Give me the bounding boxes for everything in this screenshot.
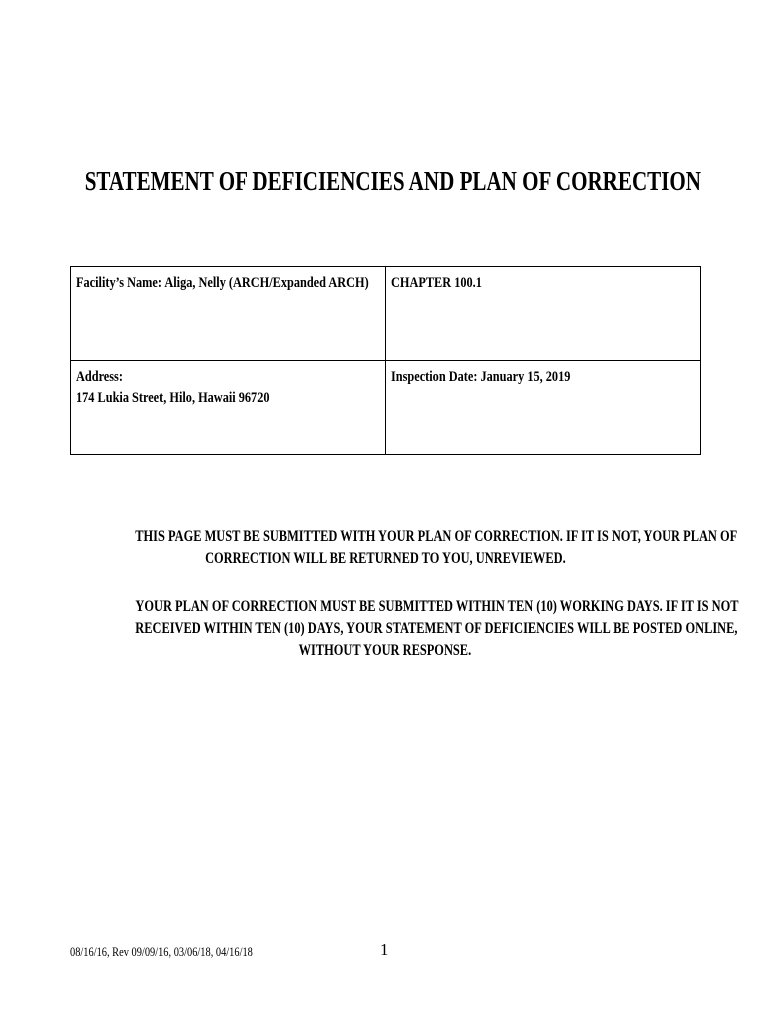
deadline-notice: [60, 596, 739, 662]
page-number: 1: [380, 940, 389, 959]
address-value: 174 Lukia Street, Hilo, Hawaii 96720: [76, 390, 270, 406]
notice-line: THIS PAGE MUST BE SUBMITTED WITH YOUR PLAN OF CORRECTION. IF IT IS NOT, YOUR PLAN OF: [135, 528, 738, 545]
notice-line: YOUR PLAN OF CORRECTION MUST BE SUBMITTED WITHIN TEN (10) WORKING DAYS. IF IT IS NOT: [135, 598, 739, 615]
submission-notice: [60, 526, 738, 570]
address-cell: [71, 361, 386, 455]
notice-line: WITHOUT YOUR RESPONSE.: [298, 642, 472, 659]
inspection-date-cell: [386, 361, 701, 455]
chapter-cell: [386, 267, 701, 361]
facility-name-cell: [71, 267, 386, 361]
table-row: [71, 267, 701, 361]
notice-line: CORRECTION WILL BE RETURNED TO YOU, UNREVIEWED.: [204, 550, 566, 567]
facility-name: Facility’s Name: Aliga, Nelly (ARCH/Expanded ARCH): [76, 275, 369, 291]
notice-line: RECEIVED WITHIN TEN (10) DAYS, YOUR STATEMENT OF DEFICIENCIES WILL BE POSTED ONLINE,: [135, 620, 738, 637]
address-label: Address:: [76, 369, 123, 385]
chapter: CHAPTER 100.1: [391, 275, 482, 291]
facility-info-table: [70, 266, 701, 455]
table-row: [71, 361, 701, 455]
inspection-date: Inspection Date: January 15, 2019: [391, 369, 571, 385]
page-title: STATEMENT OF DEFICIENCIES AND PLAN OF CORRECTION: [84, 166, 701, 196]
revision-footer: 08/16/16, Rev 09/09/16, 03/06/18, 04/16/18: [70, 944, 253, 959]
